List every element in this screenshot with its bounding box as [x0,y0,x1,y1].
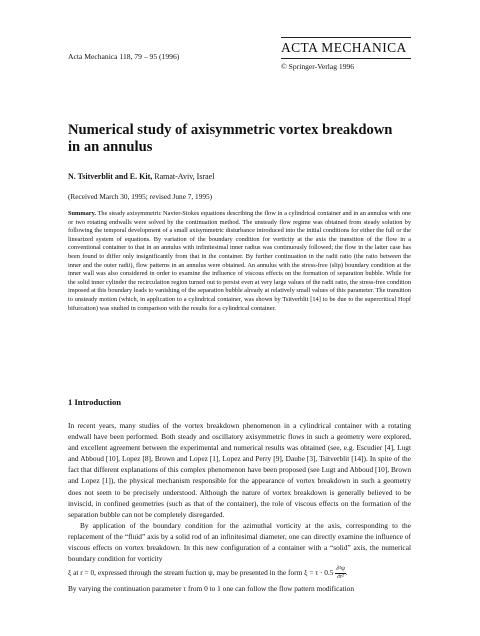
masthead-rule-top [281,37,411,38]
intro-paragraph-2: By application of the boundary condition for the azimuthal vorticity at the axis, corresponding to the replacement of the “fluid” axis by a solid rod of an infinitesimal diameter, one can directly examine the influence of viscous effects on vortex breakdown. In this new configuration of a container with a “solid” axis, the numerical boundary condition for vorticity [68,520,411,564]
formula-prefix: ξ at r = 0, expressed through the stream fuction ψ, may be presented in the form ξ = τ · 0.5 [68,568,334,578]
author-line [68,172,214,181]
second-derivative-fraction [335,566,346,581]
journal-name: ACTA MECHANICA [281,40,407,55]
journal-citation: Acta Mechanica 118, 79 – 95 (1996) [68,52,180,61]
formula-suffix: . [345,568,348,578]
title-line-2: in an annulus [68,139,153,155]
formula-line [68,566,411,581]
abstract-label: Summary. [68,210,97,217]
introduction-body [68,420,411,594]
journal-masthead [281,37,411,72]
intro-paragraph-1: In recent years, many studies of the vortex breakdown phenomenon in a cylindrical container with a rotating endwall have been performed. Both steady and oscillatory axisymmetric flows in such a geometry were explored, and excellent agreement between the experimental and numerical results was obtained (see, e.g. Escudier [4], Lugt and Abboud [10], Lopez [8], Brown and Lopez [1], Lopez and Perry [9], Daube [3], Tsitverblit [14]). In spite of the fact that different explanations of this complex phenomenon have been proposed (see Lugt and Abboud [10], Brown and Lopez [1]), the physical mechanism responsible for the appearance of vortex breakdown in such a geometry does not seem to be precisely understood. Although the nature of vortex breakdown is generally believed to be inviscid, in confined geometries (such as that of the container), the role of viscous effects on the formation of the separation bubble can not be completely disregarded. [68,421,411,519]
masthead-rule-bottom [281,58,411,59]
copyright-notice: © Springer-Verlag 1996 [281,62,355,71]
author-affiliation: Ramat-Aviv, Israel [152,172,215,181]
section-heading: 1 Introduction [68,397,122,407]
title-line-1: Numerical study of axisymmetric vortex breakdown [68,122,393,138]
intro-paragraph-3: By varying the continuation parameter τ from 0 to 1 one can follow the flow pattern modification [68,584,355,594]
author-names: N. Tsitverblit and E. Kit, [68,172,153,181]
fraction-denominator: ∂r² [337,574,344,581]
paper-title [68,122,408,156]
fraction-numerator: ∂²ψ [336,566,345,573]
abstract [68,210,411,313]
received-dates: (Received March 30, 1995; revised June 7, 1995) [68,192,213,201]
abstract-text: The steady axisymmetric Navier-Stokes equations describing the flow in a cylindrical container and in an annulus with one or two rotating endwalls were solved by the continuation method. The unsteady flow regime was obtained from steady solution by following the temporal development of a small axisymmetric disturbance introduced into the initial conditions for either the full or the linearized system of equations. By variation of the boundary condition for vorticity at the axis the transition of the flow in a conventional container to that in an annulus with infinitesimal inner radius was continuously followed; the flow in the latter case has been found to differ only insignificantly from that in the container. By further continuation in the radii ratio (the ratio between the inner and the outer radii), flow patterns in an annulus were obtained. An annulus with the stress-free (slip) boundary condition at the inner wall was also considered in order to examine the influence of viscous effects on the formation of separation bubble. While for the solid inner cylinder the recirculation region turned out to persist even at very large values of the radii ratio, the stress-free condition imposed at this boundary leads to vanishing of the separation bubble already at relatively small values of this parameter. The transition to unsteady motion (which, in application to a cylindrical container, was shown by Tsitverblit [14] to be due to the supercritical Hopf bifurcation) was studied in comparison with the results for a cylindrical container. [68,210,411,312]
